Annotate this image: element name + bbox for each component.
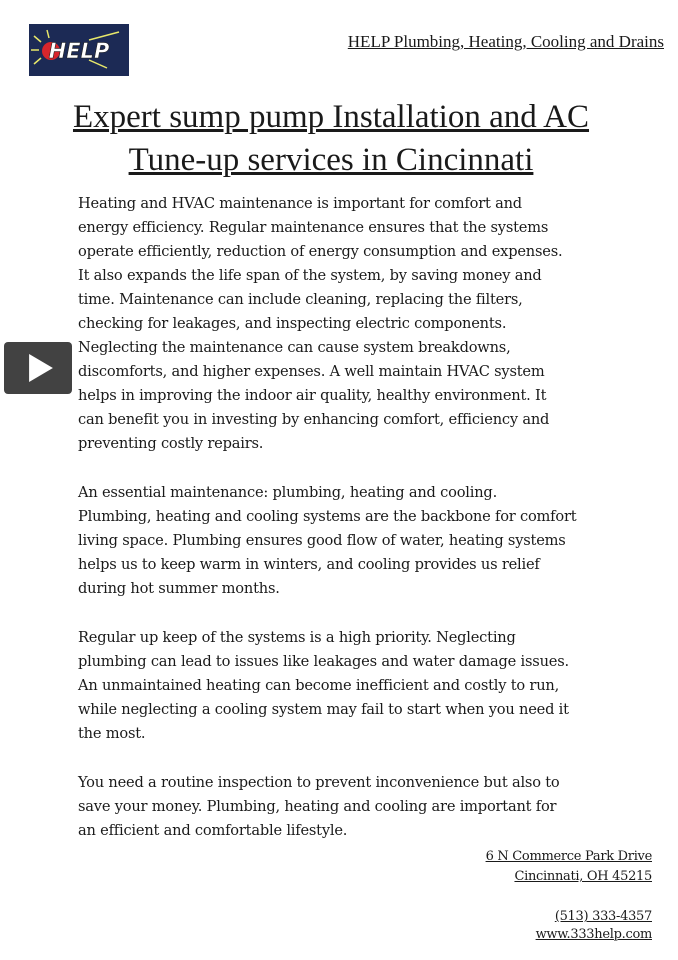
text-line: operate efficiently, reduction of energy consumption and expenses. (78, 243, 563, 260)
text-line: Neglecting the maintenance can cause system breakdowns, (78, 339, 511, 356)
text-line: during hot summer months. (78, 580, 280, 597)
article-body (78, 192, 638, 868)
text-line: discomforts, and higher expenses. A well maintain HVAC system (78, 363, 545, 380)
text-line: Plumbing, heating and cooling systems are the backbone for comfort (78, 508, 577, 525)
text-line: checking for leakages, and inspecting electric components. (78, 315, 507, 332)
website-link[interactable]: www.333help.com (535, 927, 652, 942)
svg-text:HELP: HELP (48, 39, 110, 63)
text-line: while neglecting a cooling system may fail to start when you need it (78, 701, 569, 718)
title-line-2: Tune-up services in Cincinnati (128, 142, 534, 178)
text-line: helps in improving the indoor air quality, healthy environment. It (78, 387, 547, 404)
text-line: living space. Plumbing ensures good flow of water, heating systems (78, 532, 566, 549)
paragraph (78, 771, 638, 843)
address-line-2: Cincinnati, OH 45215 (514, 869, 652, 884)
text-line: can benefit you in investing by enhancing comfort, efficiency and (78, 411, 550, 428)
text-line: energy efficiency. Regular maintenance ensures that the systems (78, 219, 549, 236)
paragraph (78, 192, 638, 456)
page-title (0, 96, 662, 182)
text-line: preventing costly repairs. (78, 435, 264, 452)
text-line: save your money. Plumbing, heating and cooling are important for (78, 798, 557, 815)
play-icon (28, 354, 54, 382)
text-line: An essential maintenance: plumbing, heating and cooling. (78, 484, 498, 501)
paragraph (78, 626, 638, 746)
text-line: time. Maintenance can include cleaning, replacing the filters, (78, 291, 523, 308)
company-name-link[interactable]: HELP Plumbing, Heating, Cooling and Drains (347, 32, 664, 51)
paragraph (78, 481, 638, 601)
text-line: It also expands the life span of the system, by saving money and (78, 267, 542, 284)
text-line: the most. (78, 725, 146, 742)
play-button[interactable] (4, 342, 72, 394)
text-line: an efficient and comfortable lifestyle. (78, 822, 348, 839)
text-line: Heating and HVAC maintenance is important for comfort and (78, 195, 522, 212)
title-line-1: Expert sump pump Installation and AC (72, 99, 590, 135)
help-logo (29, 24, 129, 76)
text-line: You need a routine inspection to prevent inconvenience but also to (78, 774, 560, 791)
phone-link[interactable]: (513) 333-4357 (554, 909, 652, 924)
text-line: plumbing can lead to issues like leakages and water damage issues. (78, 653, 569, 670)
text-line: helps us to keep warm in winters, and cooling provides us relief (78, 556, 540, 573)
text-line: An unmaintained heating can become inefficient and costly to run, (78, 677, 560, 694)
address-line-1: 6 N Commerce Park Drive (485, 849, 652, 864)
text-line: Regular up keep of the systems is a high priority. Neglecting (78, 629, 516, 646)
